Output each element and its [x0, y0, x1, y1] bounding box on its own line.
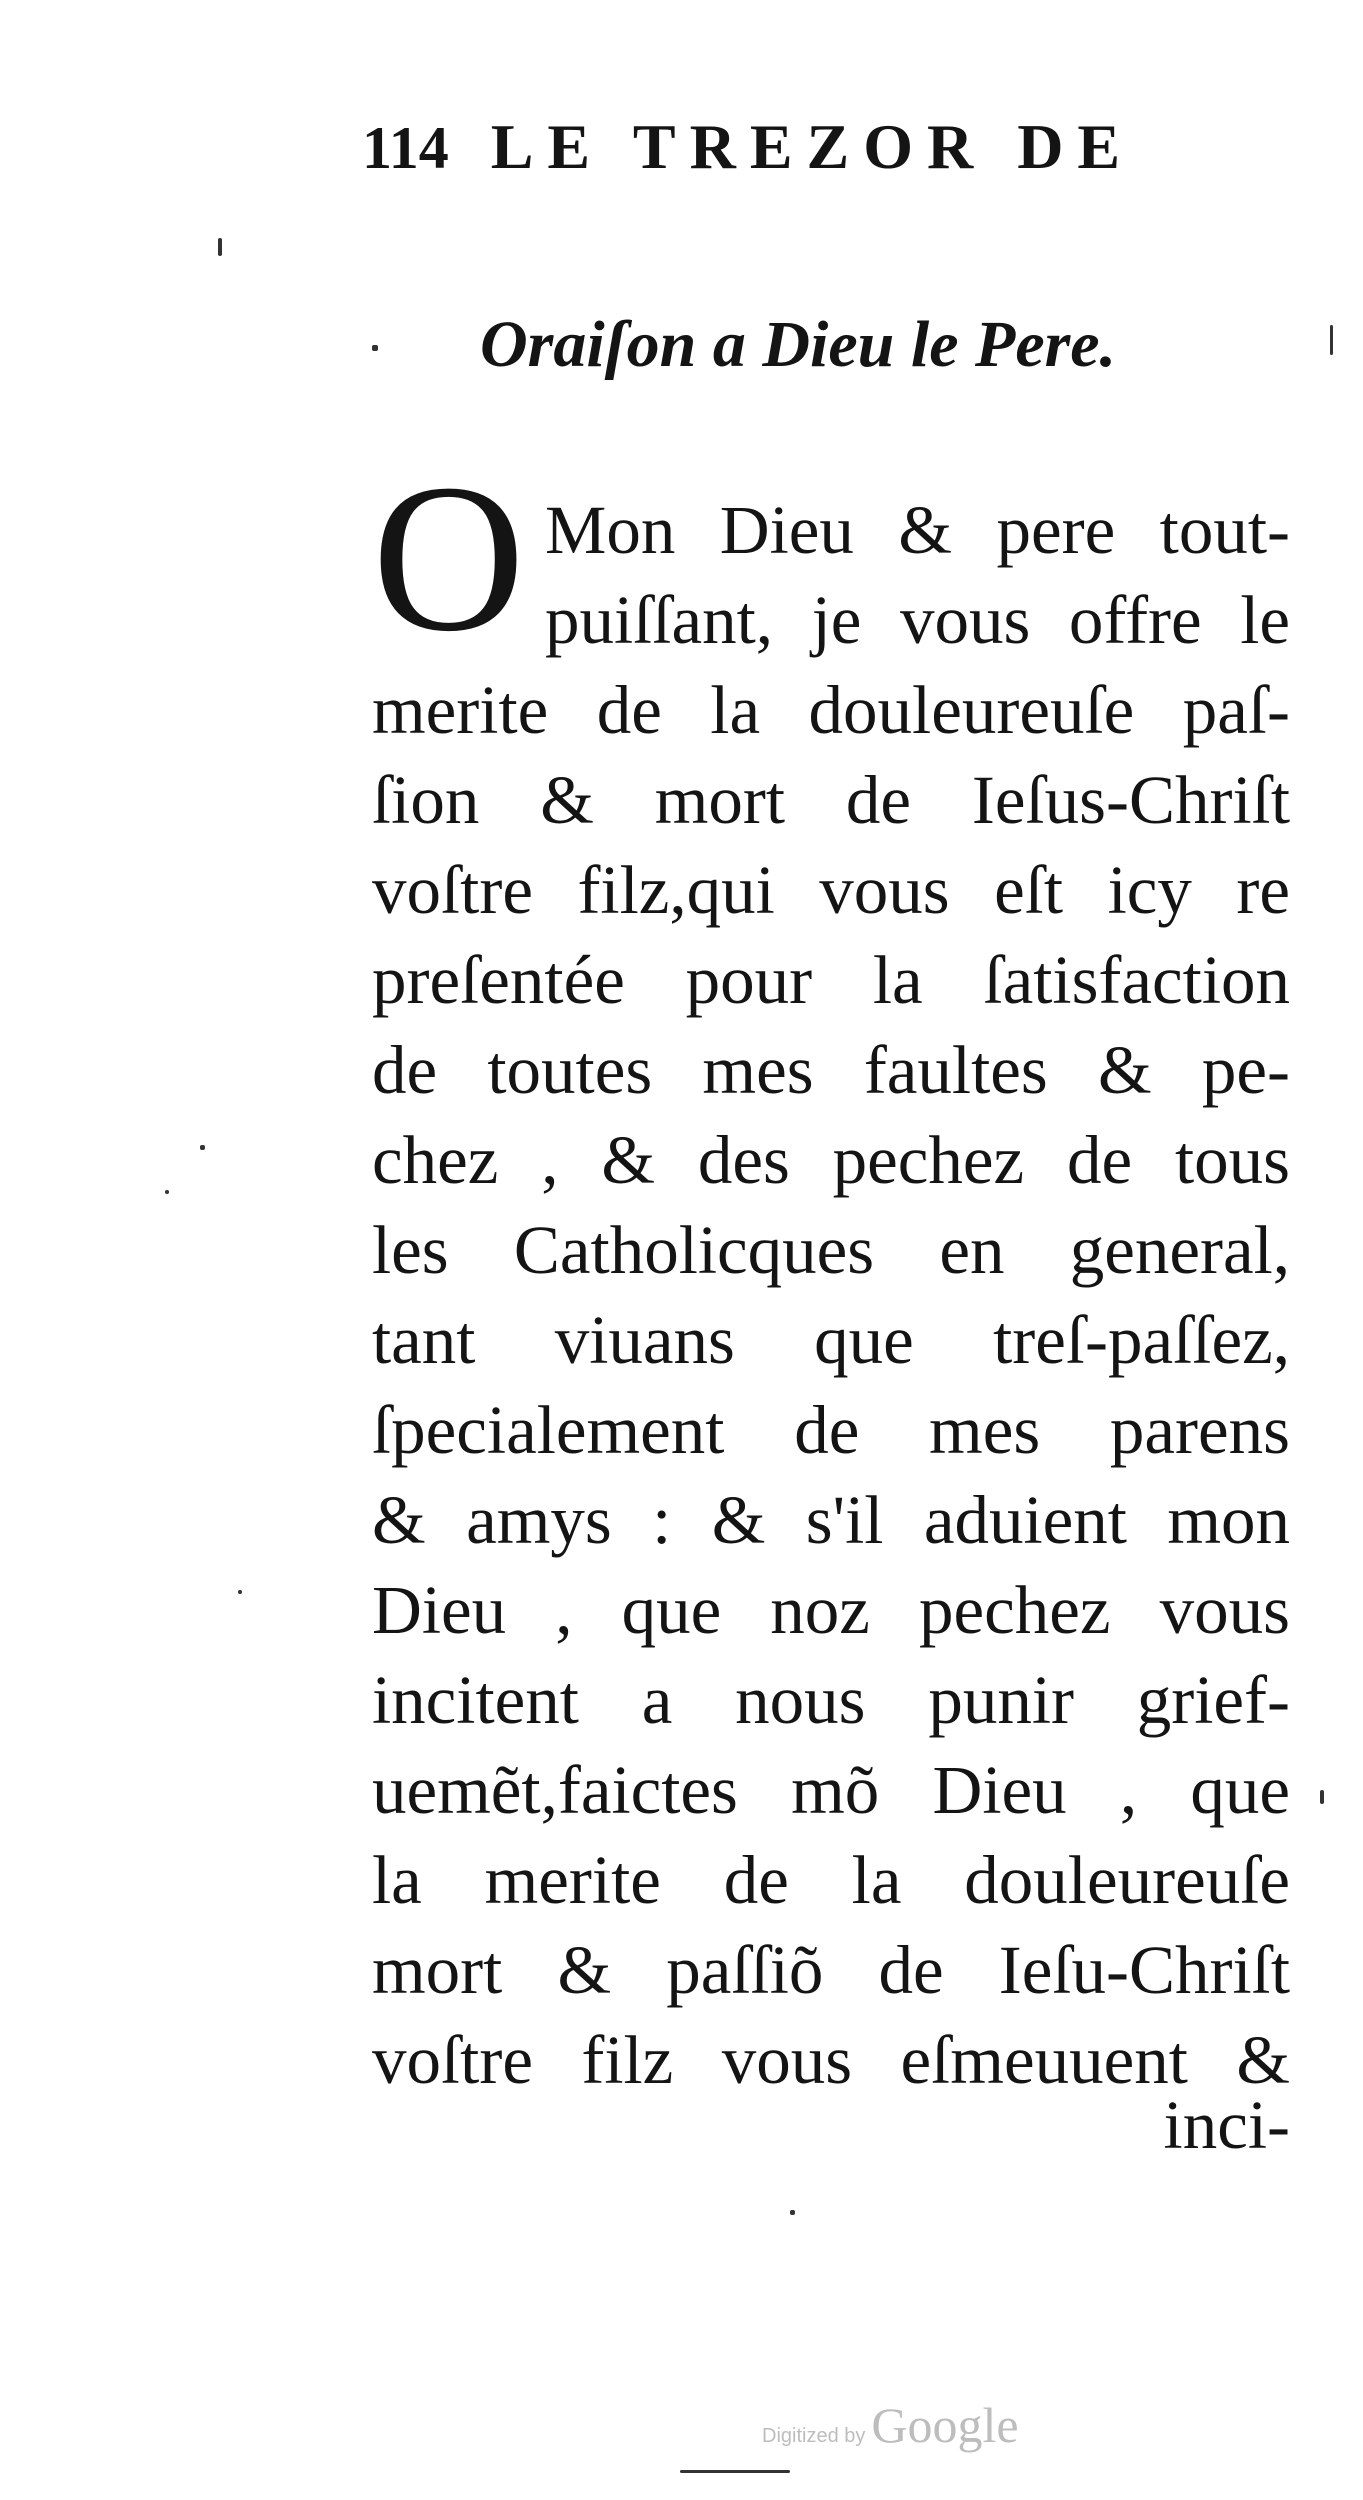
scan-speck: [790, 2210, 795, 2215]
text-line: tant viuans que treſ-paſſez,: [372, 1302, 1290, 1378]
scan-speck: [200, 1145, 205, 1150]
scan-speck: [1330, 325, 1333, 355]
text-line: mort & paſſiõ de Ieſu-Chriſt: [372, 1932, 1290, 2008]
digitization-watermark: [762, 2396, 1019, 2456]
text-line: incitent a nous punir grief-: [372, 1662, 1290, 1738]
scan-speck: [238, 1590, 242, 1594]
text-line: ſion & mort de Ieſus-Chriſt: [372, 762, 1290, 838]
text-line: ſpecialement de mes parens: [372, 1392, 1290, 1468]
drop-cap-initial: O: [372, 440, 526, 675]
watermark-prefix: Digitized by: [762, 2425, 866, 2447]
text-line: voſtre filz vous eſmeuuent &: [372, 2022, 1290, 2098]
scan-speck: [372, 345, 378, 351]
scan-speck: [218, 238, 222, 256]
text-line: chez , & des pechez de tous: [372, 1122, 1290, 1198]
scan-speck: [680, 2470, 790, 2473]
page-number: 114: [362, 115, 449, 181]
text-line: Dieu , que noz pechez vous: [372, 1572, 1290, 1648]
watermark-brand: Google: [871, 2397, 1019, 2453]
text-line: uemẽt,faictes mõ Dieu , que: [372, 1752, 1290, 1828]
text-line: preſentée pour la ſatisfaction: [372, 942, 1290, 1018]
text-line: merite de la douleureuſe paſ-: [372, 672, 1290, 748]
text-line: la merite de la douleureuſe: [372, 1842, 1290, 1918]
text-line: voſtre filz,qui vous eſt icy re: [372, 852, 1290, 928]
running-title: LE TREZOR DE: [490, 111, 1135, 182]
running-head: [362, 110, 1262, 200]
scan-speck: [165, 1190, 169, 1194]
text-line: Mon Dieu & pere tout-: [545, 492, 1290, 568]
text-line: puiſſant, je vous offre le: [545, 582, 1290, 658]
prayer-heading: Oraiſon a Dieu le Pere.: [480, 308, 1117, 381]
text-line: les Catholicques en general,: [372, 1212, 1290, 1288]
catchword: inci-: [1163, 2087, 1290, 2163]
scan-speck: [1320, 1790, 1324, 1804]
text-line: de toutes mes faultes & pe-: [372, 1032, 1290, 1108]
text-line: & amys : & s'il aduient mon: [372, 1482, 1290, 1558]
